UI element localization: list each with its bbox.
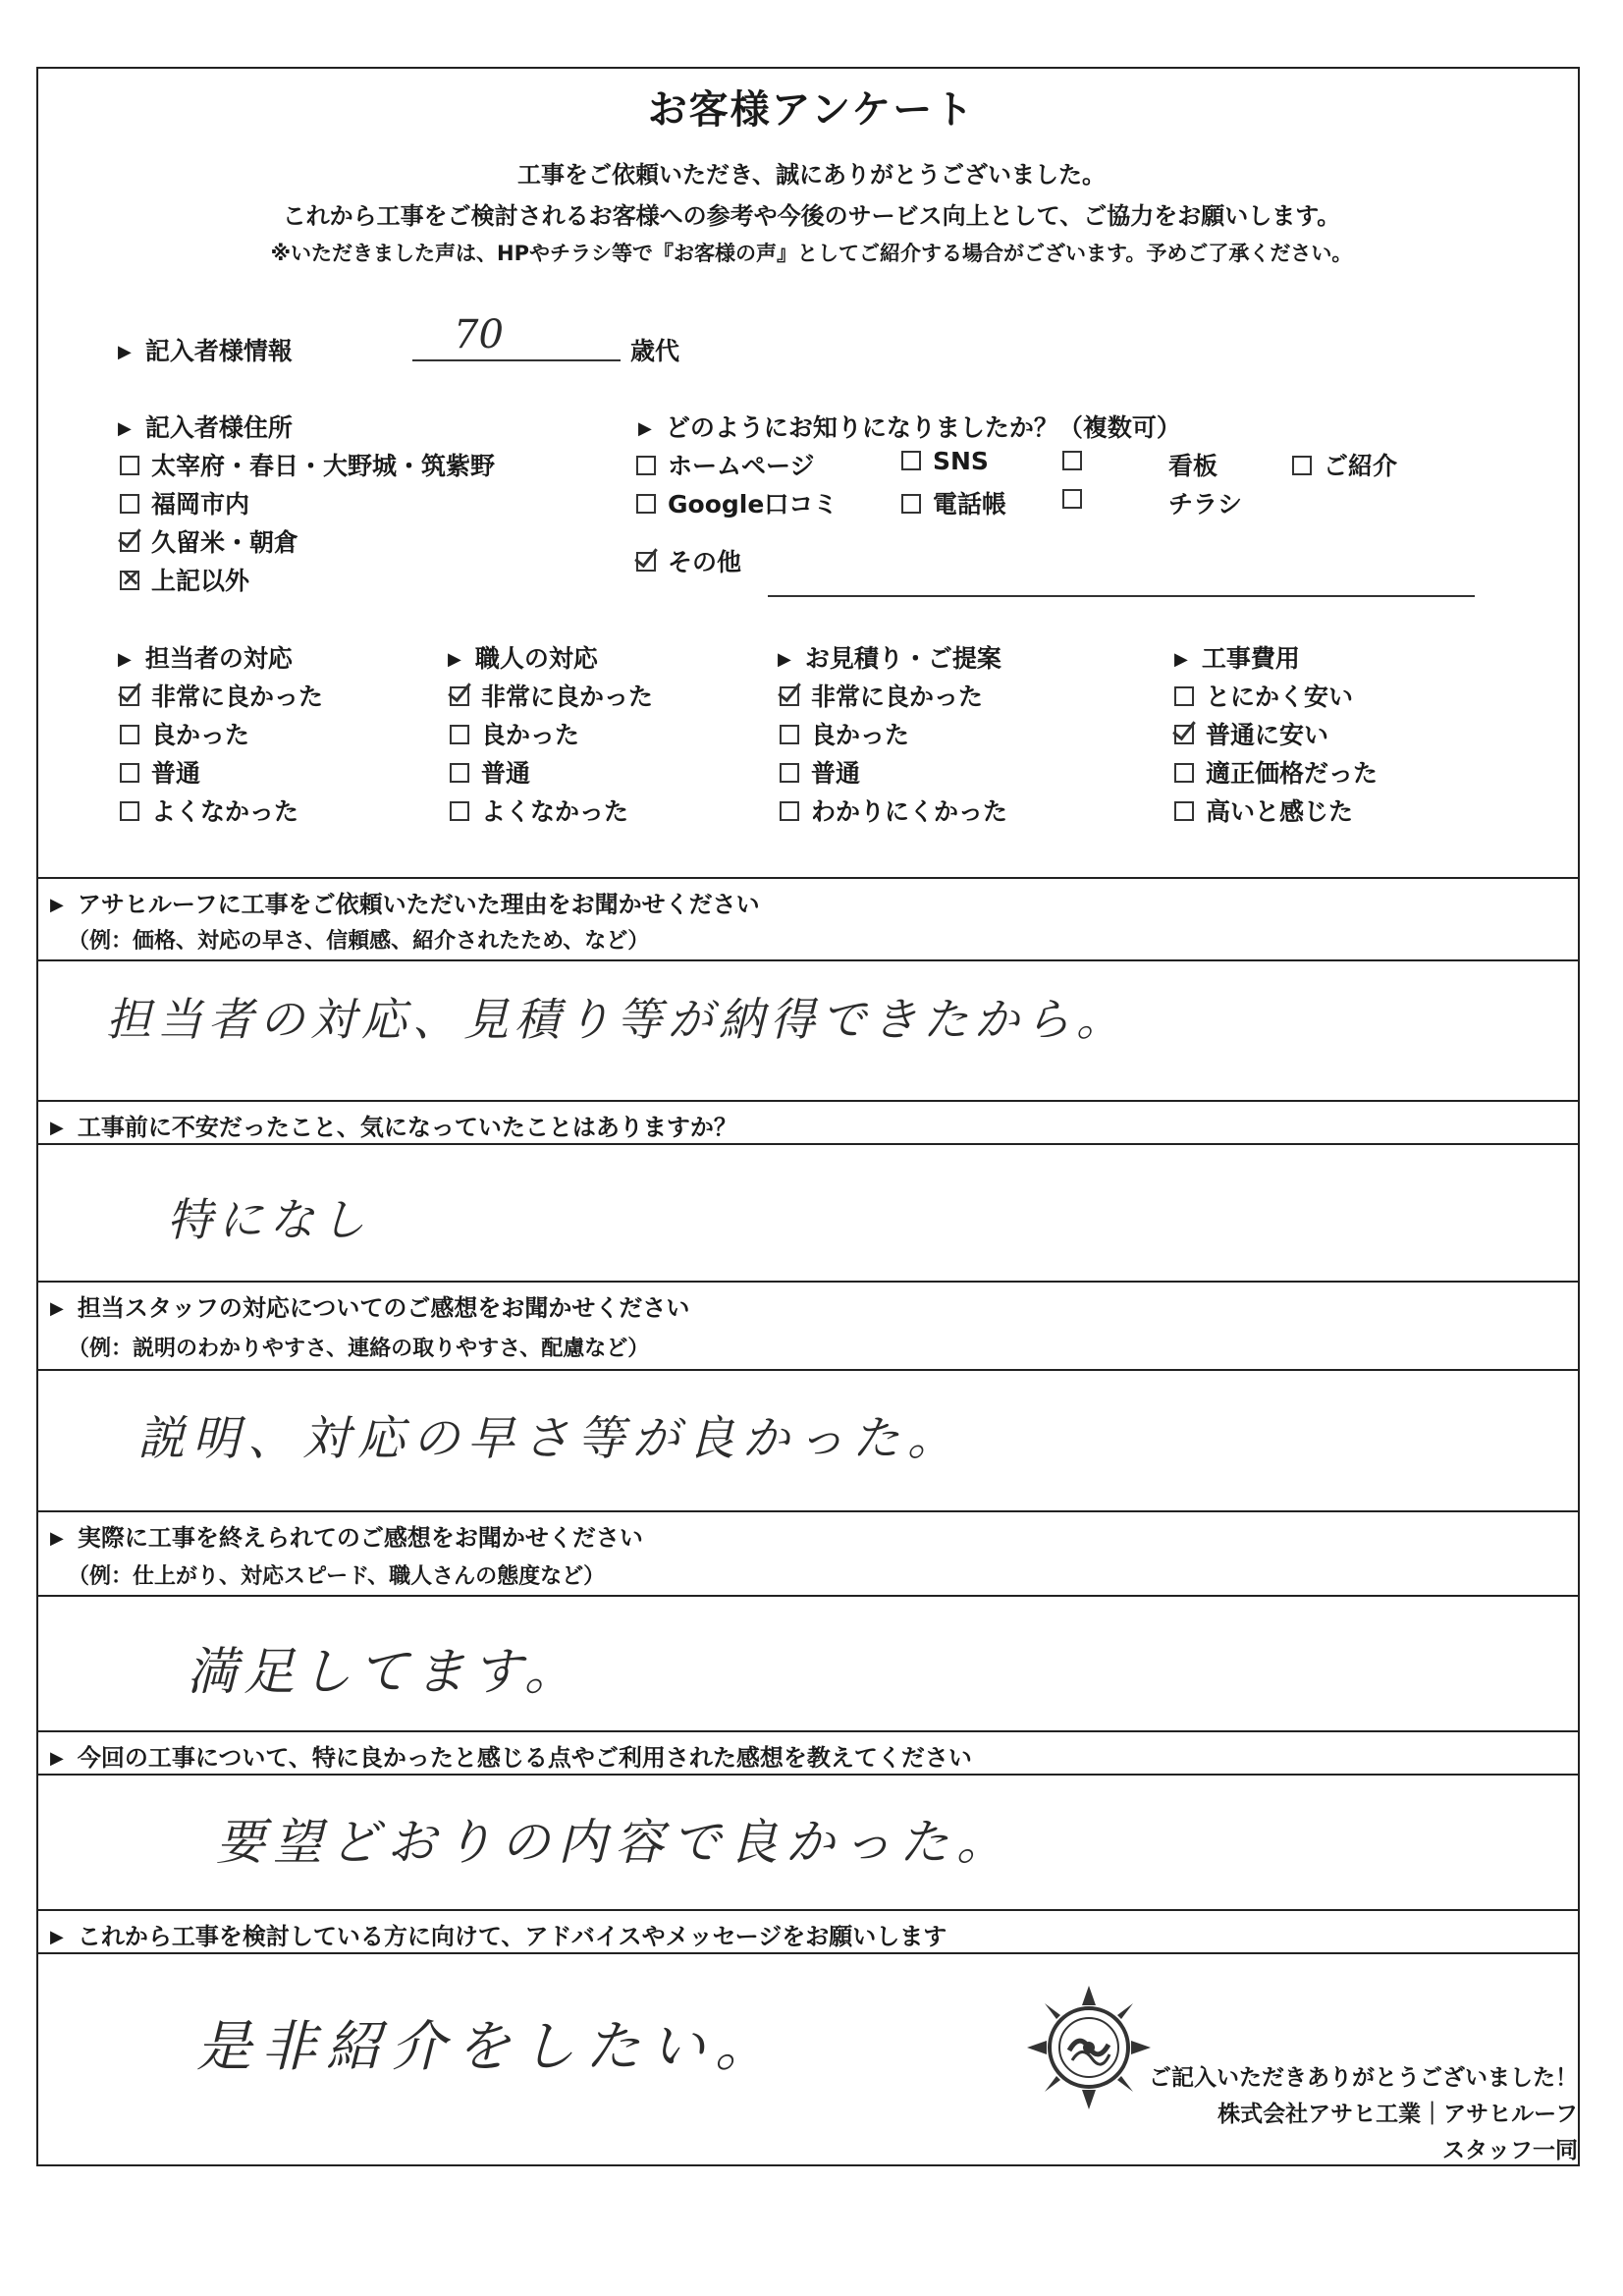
- checkbox-checked-icon[interactable]: [1174, 725, 1194, 744]
- checkbox-icon[interactable]: [120, 763, 139, 783]
- checkbox-icon[interactable]: [1062, 451, 1082, 470]
- intro-line-2: これから工事をご検討されるお客様への参考や今後のサービス向上として、ご協力をお願いします。: [282, 202, 1341, 230]
- footer-staff: スタッフ一同: [1442, 2138, 1578, 2163]
- question-1-answer[interactable]: 担当者の対応、見積り等が納得できたから。: [106, 993, 1127, 1046]
- rating-staff-option-4[interactable]: よくなかった: [120, 793, 298, 828]
- question-4-example: （例：仕上がり、対応スピード、職人さんの態度など）: [68, 1564, 606, 1589]
- rating-estimate-option-3[interactable]: 普通: [780, 754, 860, 790]
- source-label-row: [638, 409, 1181, 444]
- triangle-icon: ▶: [50, 1927, 64, 1947]
- address-option-3[interactable]: 久留米・朝倉: [120, 523, 298, 559]
- rating-cost-option-4[interactable]: 高いと感じた: [1174, 793, 1353, 828]
- rating-staff-option-2[interactable]: 良かった: [120, 716, 249, 751]
- address-label: 記入者様住所: [144, 413, 293, 442]
- checkbox-icon[interactable]: [1174, 686, 1194, 706]
- triangle-icon: ▶: [50, 895, 64, 915]
- source-option-google[interactable]: Google口コミ: [636, 485, 838, 520]
- question-2-answer[interactable]: 特になし: [167, 1193, 371, 1246]
- triangle-icon: ▶: [50, 1118, 64, 1138]
- checkbox-checked-icon[interactable]: [450, 686, 469, 706]
- footer-company: 株式会社アサヒ工業｜アサヒルーフ: [1217, 2102, 1578, 2127]
- checkbox-icon[interactable]: [636, 456, 656, 475]
- other-underline: [768, 595, 1475, 597]
- question-6-header: [36, 1909, 1580, 1954]
- rating-estimate-option-4[interactable]: わかりにくかった: [780, 793, 1007, 828]
- source-option-other[interactable]: その他: [636, 543, 741, 578]
- source-option-blank-1[interactable]: [1062, 447, 1094, 475]
- checkbox-checked-icon[interactable]: [120, 532, 139, 552]
- rating-craftsman-option-2[interactable]: 良かった: [450, 716, 579, 751]
- question-1-header: [36, 877, 1580, 961]
- address-label-row: [118, 409, 293, 444]
- checkbox-icon[interactable]: [1292, 456, 1312, 475]
- rating-staff-option-1[interactable]: 非常に良かった: [120, 678, 323, 713]
- rating-craftsman-option-3[interactable]: 普通: [450, 754, 530, 790]
- rating-craftsman-option-1[interactable]: 非常に良かった: [450, 678, 653, 713]
- checkbox-checked-icon[interactable]: [780, 686, 799, 706]
- question-6-text: ▶ これから工事を検討している方に向けて、アドバイスやメッセージをお願いします: [50, 1923, 947, 1950]
- intro-line-3: ※いただきました声は、HPやチラシ等で『お客様の声』としてご紹介する場合がございます。予めご了承ください。: [270, 242, 1353, 265]
- page-title: お客様アンケート: [647, 87, 976, 133]
- question-2-text: ▶ 工事前に不安だったこと、気になっていたことはありますか？: [50, 1114, 737, 1141]
- question-5-header: [36, 1730, 1580, 1776]
- checkbox-checked-icon[interactable]: [120, 686, 139, 706]
- rating-craftsman-label-row: ▶ 職人の対応: [448, 644, 598, 673]
- question-3-example: （例：説明のわかりやすさ、連絡の取りやすさ、配慮など）: [68, 1337, 650, 1361]
- question-2-header: [36, 1100, 1580, 1145]
- rating-staff-label-row: ▶ 担当者の対応: [118, 644, 293, 673]
- checkbox-icon[interactable]: [1062, 489, 1082, 509]
- info-label: 記入者様情報: [144, 337, 293, 365]
- rating-cost-label-row: ▶ 工事費用: [1174, 644, 1300, 673]
- triangle-icon: ▶: [50, 1528, 64, 1549]
- question-4-text: ▶ 実際に工事を終えられてのご感想をお聞かせください: [50, 1524, 643, 1552]
- source-label: どのようにお知りになりましたか？（複数可）: [665, 413, 1181, 442]
- checkbox-icon[interactable]: [450, 801, 469, 821]
- rating-cost-option-2[interactable]: 普通に安い: [1174, 716, 1328, 751]
- checkbox-icon[interactable]: [780, 763, 799, 783]
- checkbox-icon[interactable]: [120, 725, 139, 744]
- info-label-row: [118, 332, 293, 367]
- triangle-icon: ▶: [50, 1298, 64, 1319]
- age-suffix: 歳代: [630, 337, 680, 365]
- checkbox-icon[interactable]: [901, 451, 921, 470]
- triangle-icon: ▶: [118, 418, 132, 439]
- checkbox-icon[interactable]: [450, 725, 469, 744]
- address-option-4[interactable]: ×上記以外: [120, 562, 249, 597]
- address-option-1[interactable]: 太宰府・春日・大野城・筑紫野: [120, 447, 495, 482]
- triangle-icon: ▶: [118, 649, 132, 670]
- checkbox-icon[interactable]: [120, 801, 139, 821]
- checkbox-icon[interactable]: [780, 801, 799, 821]
- rating-estimate-label-row: ▶ お見積り・ご提案: [778, 644, 1001, 673]
- age-underline: [412, 359, 621, 361]
- triangle-icon: ▶: [448, 649, 461, 670]
- rating-estimate-option-2[interactable]: 良かった: [780, 716, 909, 751]
- question-3-answer[interactable]: 説明、対応の早さ等が良かった。: [137, 1411, 963, 1466]
- question-3-header: [36, 1281, 1580, 1371]
- checkbox-crossed-icon[interactable]: [120, 571, 139, 590]
- checkbox-icon[interactable]: [1174, 801, 1194, 821]
- checkbox-checked-icon[interactable]: [636, 552, 656, 572]
- source-option-referral[interactable]: ご紹介: [1292, 447, 1397, 482]
- checkbox-icon[interactable]: [636, 494, 656, 514]
- source-option-flyer: チラシ: [1168, 490, 1243, 519]
- intro-line-1: 工事をご依頼いただき、誠にありがとうございました。: [516, 161, 1107, 189]
- triangle-icon: ▶: [50, 1748, 64, 1769]
- triangle-icon: ▶: [1174, 649, 1188, 670]
- checkbox-icon[interactable]: [901, 494, 921, 514]
- checkbox-icon[interactable]: [1174, 763, 1194, 783]
- question-5-answer[interactable]: 要望どおりの内容で良かった。: [216, 1814, 1013, 1871]
- question-5-text: ▶ 今回の工事について、特に良かったと感じる点やご利用された感想を教えてください: [50, 1744, 972, 1772]
- source-option-sns[interactable]: SNS: [901, 447, 989, 475]
- question-4-answer[interactable]: 満足してます。: [187, 1643, 581, 1702]
- source-option-blank-2[interactable]: [1062, 485, 1094, 514]
- address-option-2[interactable]: 福岡市内: [120, 485, 249, 520]
- sun-wave-logo-icon: [1025, 1984, 1153, 2111]
- question-6-answer[interactable]: 是非紹介をしたい。: [196, 2015, 780, 2079]
- triangle-icon: ▶: [778, 649, 791, 670]
- rating-cost-option-3[interactable]: 適正価格だった: [1174, 754, 1378, 790]
- rating-staff-option-3[interactable]: 普通: [120, 754, 200, 790]
- footer-thanks: ご記入いただきありがとうございました！: [1149, 2065, 1578, 2091]
- checkbox-icon[interactable]: [450, 763, 469, 783]
- age-value[interactable]: 70: [454, 312, 504, 357]
- checkbox-icon[interactable]: [780, 725, 799, 744]
- question-3-text: ▶ 担当スタッフの対応についてのご感想をお聞かせください: [50, 1294, 690, 1322]
- question-4-header: [36, 1510, 1580, 1597]
- source-option-signboard: 看板: [1168, 452, 1218, 480]
- question-1-text: ▶ アサヒルーフに工事をご依頼いただいた理由をお聞かせください: [50, 891, 760, 918]
- triangle-icon: ▶: [118, 342, 132, 362]
- rating-craftsman-option-4[interactable]: よくなかった: [450, 793, 628, 828]
- question-1-example: （例：価格、対応の早さ、信頼感、紹介されたため、など）: [68, 929, 650, 954]
- source-option-phonebook[interactable]: 電話帳: [901, 485, 1006, 520]
- checkbox-icon[interactable]: [120, 456, 139, 475]
- source-option-homepage[interactable]: ホームページ: [636, 447, 815, 482]
- rating-cost-option-1[interactable]: とにかく安い: [1174, 678, 1353, 713]
- rating-estimate-option-1[interactable]: 非常に良かった: [780, 678, 983, 713]
- triangle-icon: ▶: [638, 418, 652, 439]
- checkbox-icon[interactable]: [120, 494, 139, 514]
